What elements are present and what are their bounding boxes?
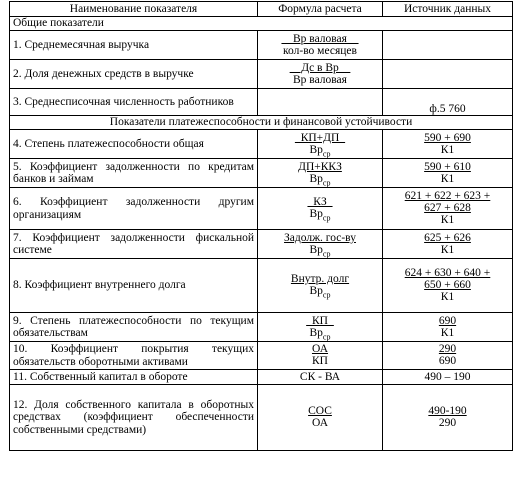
formula-denominator: КП bbox=[312, 355, 328, 368]
source-numerator: 490-190 bbox=[428, 405, 467, 418]
row-source bbox=[383, 230, 513, 259]
table-row bbox=[10, 313, 513, 342]
formula-numerator: _КП+ДП_ bbox=[294, 131, 346, 144]
source-numerator: 290 bbox=[438, 343, 457, 356]
source-denominator: К1 bbox=[440, 291, 455, 304]
table-row bbox=[10, 259, 513, 313]
source-numerator-line2: 627 + 628 bbox=[424, 202, 471, 215]
source-numerator: 590 + 610 bbox=[424, 160, 471, 173]
formula-fraction bbox=[290, 62, 351, 86]
row-formula bbox=[258, 188, 383, 230]
row-name: 7. Коэффициент задолженности фискальной системе bbox=[10, 230, 258, 259]
source-numerator: 621 + 622 + 623 + bbox=[404, 190, 491, 203]
formula-fraction bbox=[307, 196, 333, 223]
row-name: 6. Коэффициент задолженности другим организациям bbox=[10, 188, 258, 230]
table-row bbox=[10, 188, 513, 230]
formula-numerator: _КП_ bbox=[306, 314, 334, 327]
formula-denominator-text: Вр bbox=[309, 326, 323, 339]
formula-subscript: ср bbox=[322, 213, 331, 223]
source-denominator: К1 bbox=[440, 143, 455, 156]
row-source bbox=[383, 159, 513, 188]
source-fraction bbox=[424, 232, 471, 256]
formula-fraction bbox=[312, 343, 328, 367]
source-fraction bbox=[439, 315, 456, 339]
table-row bbox=[10, 60, 513, 89]
table-row bbox=[10, 230, 513, 259]
table-row bbox=[10, 370, 513, 385]
source-denominator: К1 bbox=[440, 326, 455, 339]
formula-numerator: ДП+ККЗ bbox=[298, 160, 342, 173]
row-name: 4. Степень платежеспособности общая bbox=[10, 130, 258, 159]
source-denominator: К1 bbox=[440, 214, 455, 227]
formula-fraction bbox=[306, 314, 334, 342]
row-formula bbox=[258, 31, 383, 60]
table-row bbox=[10, 89, 513, 116]
formula-denominator-text: Вр bbox=[309, 172, 323, 185]
row-name: 12. Доля собственного капитала в оборотных средствах (коэффициент обеспеченности собственными средствами) bbox=[10, 385, 258, 451]
section-title-solvency: Показатели платежеспособности и финансовой устойчивости bbox=[10, 116, 513, 130]
formula-denominator-text: Вр bbox=[309, 143, 323, 156]
row-name: 3. Среднесписочная численность работников bbox=[10, 89, 258, 116]
formula-fraction bbox=[284, 231, 356, 259]
formula-fraction bbox=[298, 160, 342, 188]
formula-numerator: __Вр валовая__ bbox=[281, 32, 359, 45]
row-formula bbox=[258, 342, 383, 370]
formula-subscript: ср bbox=[322, 149, 331, 159]
row-name: 9. Степень платежеспособности по текущим обязательствам bbox=[10, 313, 258, 342]
row-source bbox=[383, 130, 513, 159]
source-denominator: К1 bbox=[440, 172, 455, 185]
table-row bbox=[10, 385, 513, 451]
formula-denominator bbox=[284, 243, 356, 259]
formula-numerator: Задолж. гос-ву bbox=[284, 231, 356, 244]
source-fraction bbox=[428, 405, 466, 429]
indicators-document bbox=[9, 1, 512, 451]
header-data-source: Источник данных bbox=[383, 2, 513, 17]
indicators-table bbox=[9, 1, 513, 451]
row-source bbox=[383, 60, 513, 89]
row-name: 2. Доля денежных средств в выручке bbox=[10, 60, 258, 89]
formula-numerator: _КЗ_ bbox=[307, 196, 333, 209]
formula-fraction bbox=[290, 273, 350, 300]
formula-subscript: ср bbox=[322, 178, 331, 188]
source-numerator: 590 + 690 bbox=[424, 131, 471, 144]
formula-numerator: ОА bbox=[311, 343, 329, 356]
formula-denominator-text: Вр bbox=[309, 285, 323, 298]
row-source: 490 – 190 bbox=[383, 370, 513, 385]
formula-numerator: __Дс в Вр__ bbox=[289, 61, 351, 74]
row-formula bbox=[258, 130, 383, 159]
formula-subscript: ср bbox=[322, 332, 331, 342]
row-name: 11. Собственный капитал в обороте bbox=[10, 370, 258, 385]
row-formula bbox=[258, 230, 383, 259]
table-row bbox=[10, 130, 513, 159]
formula-fraction bbox=[282, 33, 359, 57]
row-source bbox=[383, 385, 513, 451]
formula-numerator: СОС bbox=[308, 405, 332, 418]
row-name: 1. Среднемесячная выручка bbox=[10, 31, 258, 60]
row-source bbox=[383, 188, 513, 230]
row-formula bbox=[258, 159, 383, 188]
table-row bbox=[10, 159, 513, 188]
row-name: 8. Коэффициент внутреннего долга bbox=[10, 259, 258, 313]
row-name: 5. Коэффициент задолженности по кредитам банков и займам bbox=[10, 159, 258, 188]
source-numerator: 625 + 626 bbox=[424, 231, 471, 244]
row-source bbox=[383, 342, 513, 370]
row-source bbox=[383, 31, 513, 60]
formula-fraction bbox=[308, 405, 332, 429]
formula-denominator bbox=[295, 143, 345, 159]
row-formula bbox=[258, 385, 383, 451]
table-header-row bbox=[10, 2, 513, 17]
source-fraction bbox=[405, 267, 491, 303]
formula-denominator bbox=[291, 285, 349, 300]
header-formula: Формула расчета bbox=[258, 2, 383, 17]
row-formula bbox=[258, 259, 383, 313]
row-formula: СК - ВА bbox=[258, 370, 383, 385]
source-denominator: 690 bbox=[438, 355, 457, 368]
formula-denominator bbox=[308, 208, 333, 223]
source-denominator: К1 bbox=[440, 243, 455, 256]
table-row bbox=[10, 31, 513, 60]
row-source: ф.5 760 bbox=[383, 89, 513, 116]
formula-denominator: кол-во месяцев bbox=[283, 44, 357, 57]
source-fraction bbox=[424, 132, 471, 156]
formula-denominator: Вр валовая bbox=[293, 73, 347, 86]
table-row bbox=[10, 342, 513, 370]
formula-denominator bbox=[306, 326, 333, 342]
section-row-general bbox=[10, 17, 513, 31]
formula-denominator-text: Вр bbox=[309, 243, 323, 256]
row-formula bbox=[258, 60, 383, 89]
formula-denominator-text: Вр bbox=[309, 208, 323, 221]
formula-denominator: ОА bbox=[311, 417, 329, 430]
section-row-solvency bbox=[10, 116, 513, 130]
formula-subscript: ср bbox=[322, 249, 331, 259]
source-fraction bbox=[424, 161, 471, 185]
row-formula bbox=[258, 313, 383, 342]
row-source bbox=[383, 259, 513, 313]
header-indicator-name: Наименование показателя bbox=[10, 2, 258, 17]
formula-fraction bbox=[294, 131, 346, 159]
formula-numerator: Внутр. долг bbox=[290, 273, 350, 286]
source-fraction bbox=[405, 190, 491, 226]
source-fraction bbox=[439, 343, 456, 367]
source-denominator: 290 bbox=[438, 417, 457, 430]
formula-subscript: ср bbox=[322, 290, 331, 300]
source-numerator: 690 bbox=[438, 314, 457, 327]
section-title-general: Общие показатели bbox=[10, 17, 513, 31]
row-formula bbox=[258, 89, 383, 116]
formula-denominator bbox=[298, 172, 342, 188]
row-name: 10. Коэффициент покрытия текущих обязательств оборотными активами bbox=[10, 342, 258, 370]
source-numerator-line2: 650 + 660 bbox=[424, 279, 471, 292]
row-source bbox=[383, 313, 513, 342]
source-numerator: 624 + 630 + 640 + bbox=[404, 267, 491, 280]
